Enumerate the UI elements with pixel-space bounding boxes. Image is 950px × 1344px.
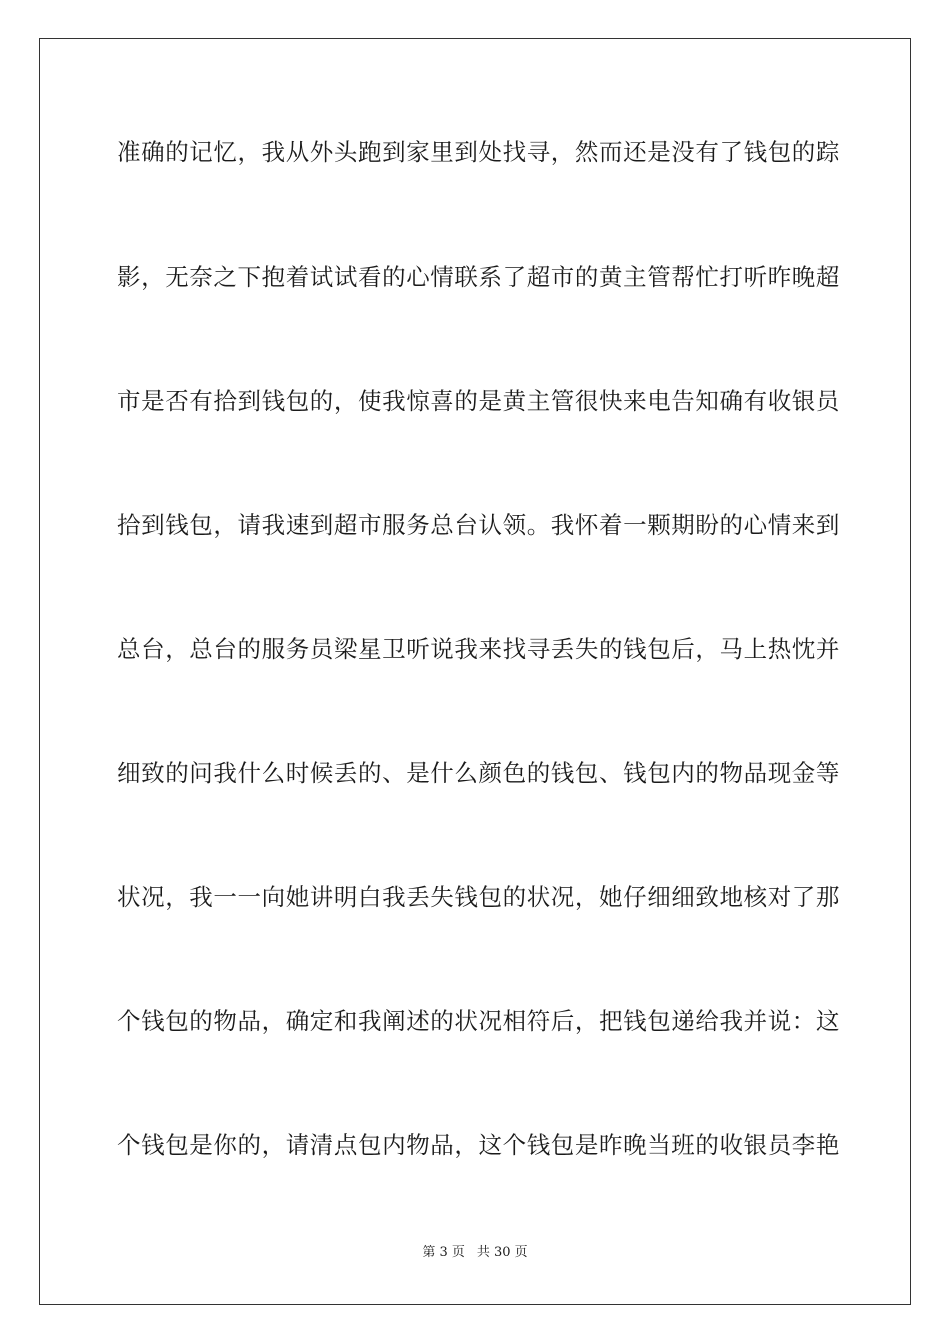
body-text-line: 个钱包是你的，请清点包内物品，这个钱包是昨晚当班的收银员李艳: [117, 1131, 840, 1159]
page-border: [39, 38, 911, 1305]
total-pages: 共 30 页: [476, 1245, 528, 1260]
body-text-line: 市是否有拾到钱包的，使我惊喜的是黄主管很快来电告知确有收银员: [117, 387, 840, 415]
page-footer: [0, 1245, 950, 1261]
body-text-line: 总台，总台的服务员梁星卫听说我来找寻丢失的钱包后，马上热忱并: [117, 635, 840, 663]
body-text-line: 影，无奈之下抱着试试看的心情联系了超市的黄主管帮忙打听昨晚超: [117, 263, 840, 291]
body-text-line: 拾到钱包，请我速到超市服务总台认领。我怀着一颗期盼的心情来到: [117, 511, 840, 539]
body-text-line: 细致的问我什么时候丢的、是什么颜色的钱包、钱包内的物品现金等: [117, 759, 840, 787]
body-text-line: 准确的记忆，我从外头跑到家里到处找寻，然而还是没有了钱包的踪: [117, 138, 840, 166]
page-number: 第 3 页: [422, 1245, 465, 1260]
body-text-line: 状况，我一一向她讲明白我丢失钱包的状况，她仔细细致地核对了那: [117, 883, 840, 911]
body-text-line: 个钱包的物品，确定和我阐述的状况相符后，把钱包递给我并说：这: [117, 1007, 840, 1035]
